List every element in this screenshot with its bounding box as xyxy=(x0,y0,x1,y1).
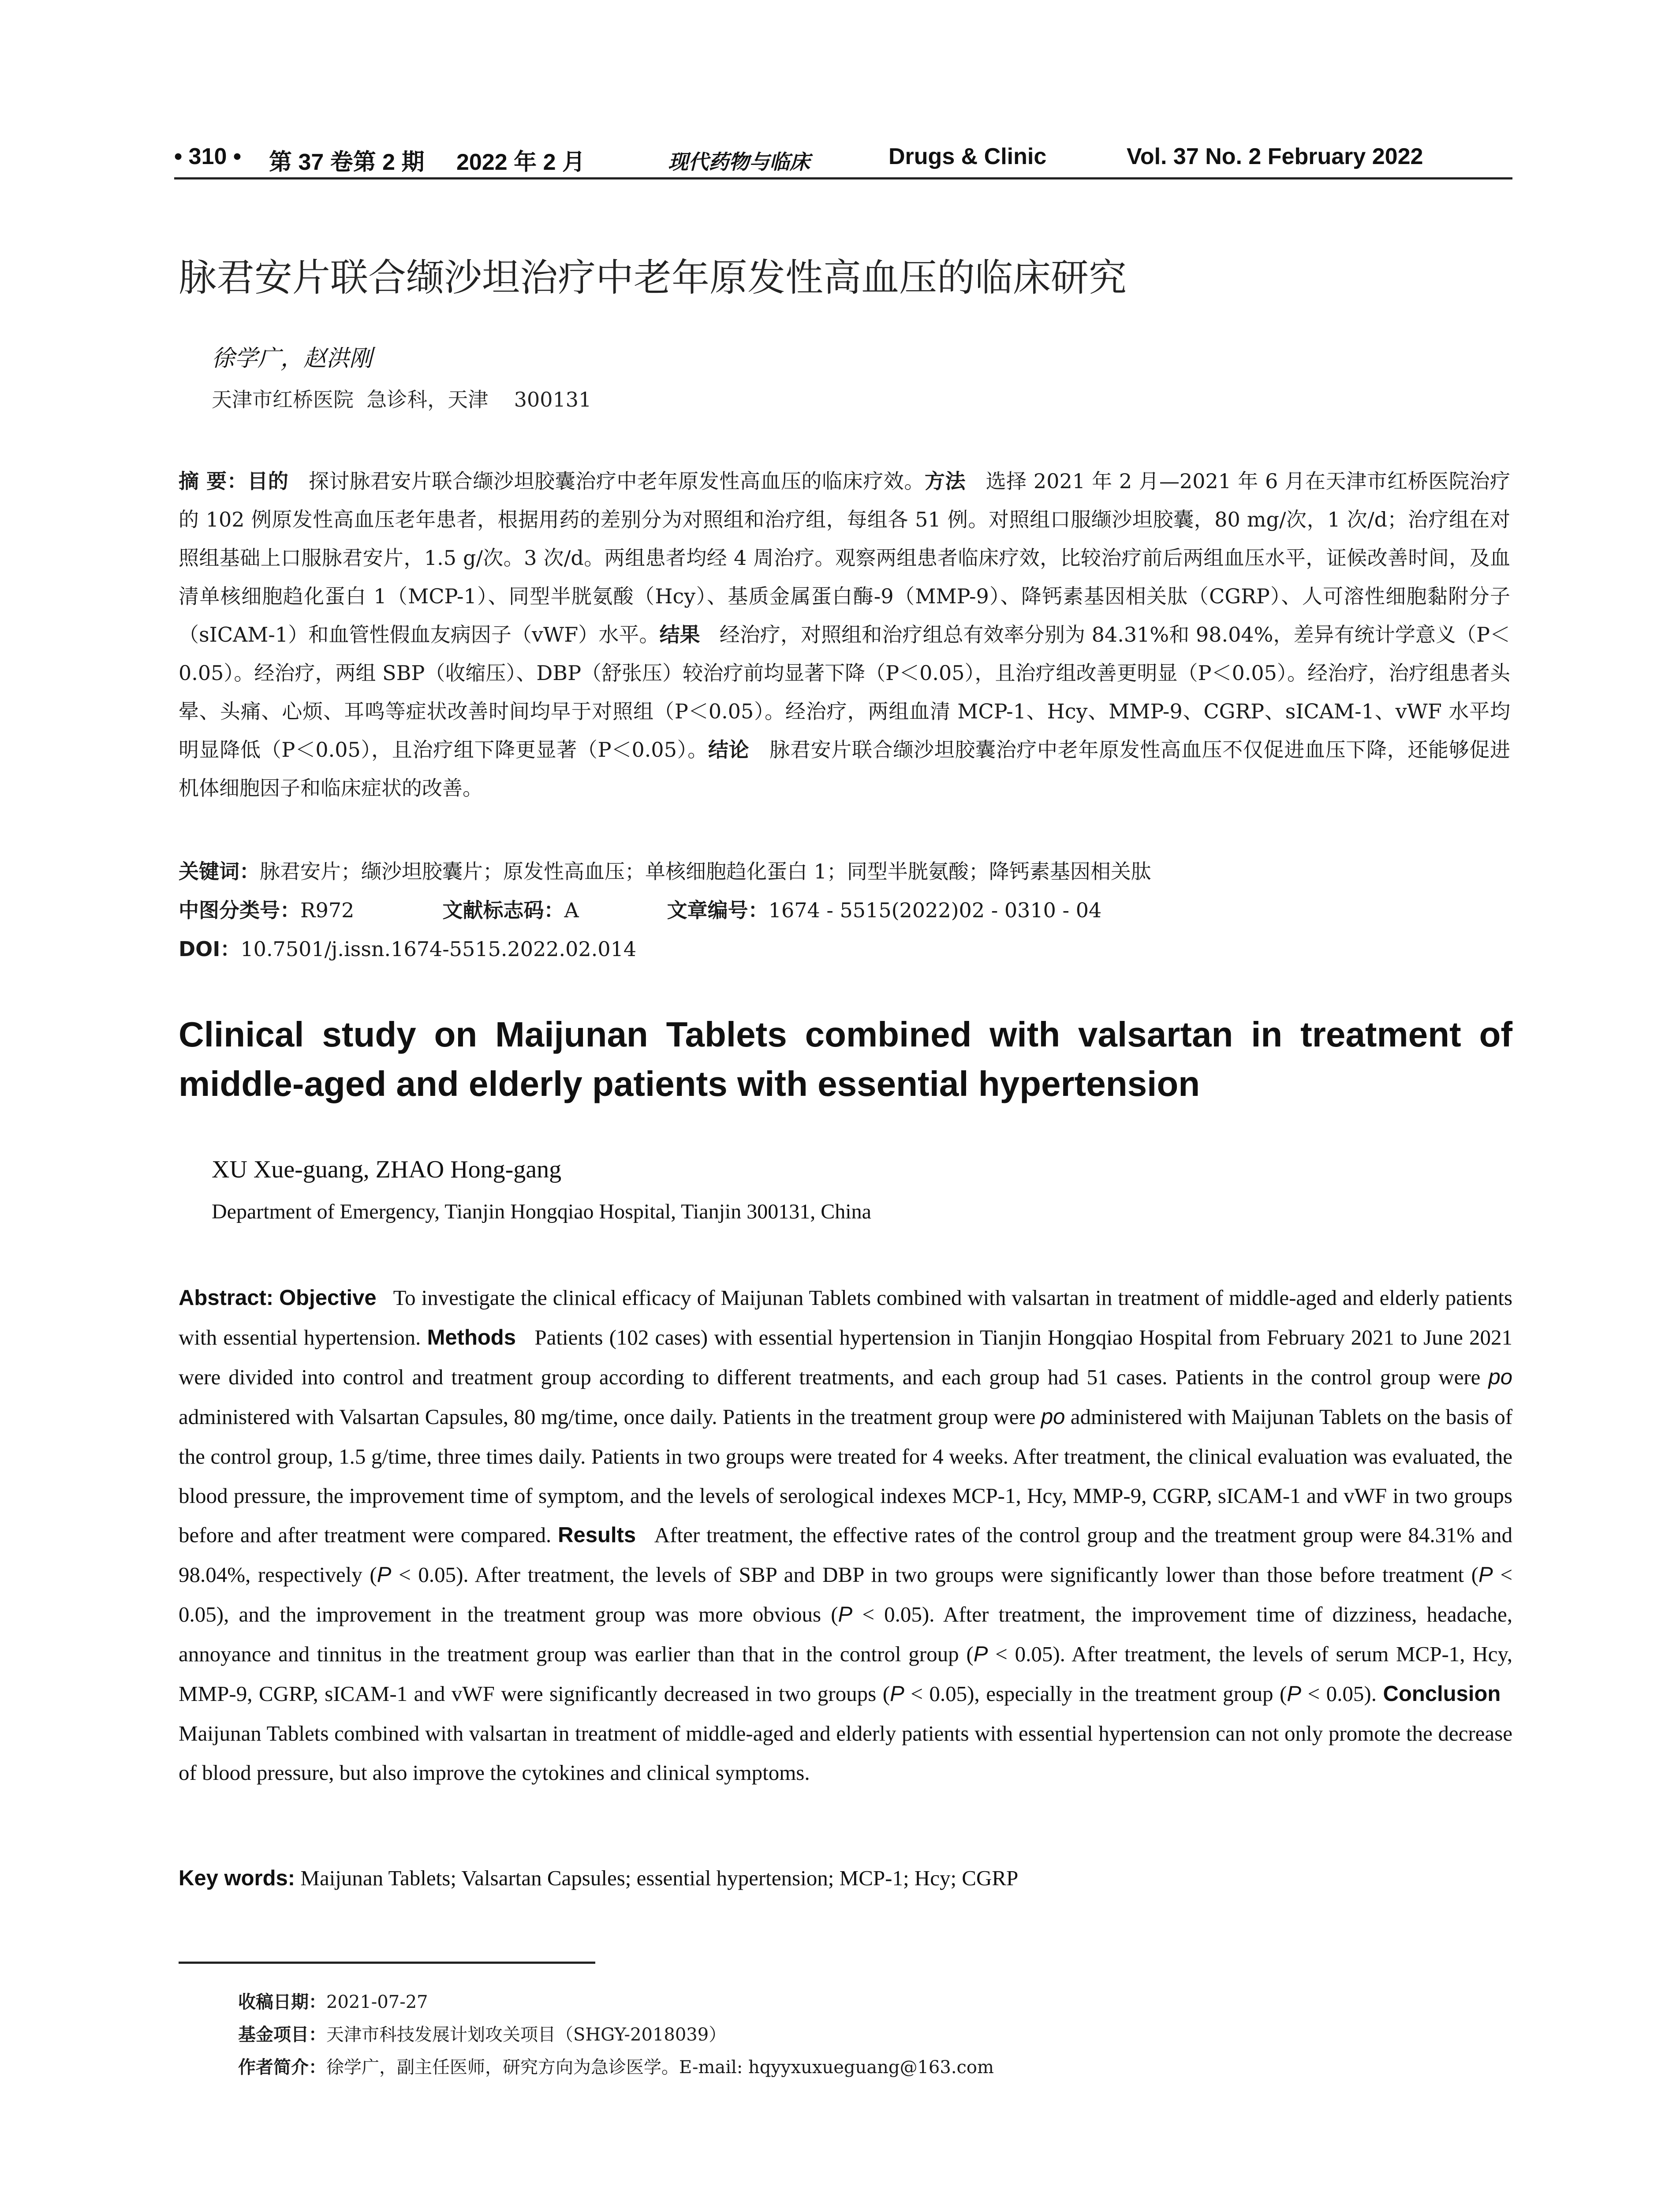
clc-value: R972 xyxy=(300,898,355,922)
page-number: • 310 • xyxy=(174,144,242,169)
p-4: P xyxy=(973,1642,988,1666)
keywords-cn-text: 脉君安片；缬沙坦胶囊片；原发性高血压；单核细胞趋化蛋白 1；同型半胱氨酸；降钙素基因相关肽 xyxy=(260,860,1151,883)
doc-code-label: 文献标志码： xyxy=(442,898,564,922)
doi-value: 10.7501/j.issn.1674-5515.2022.02.014 xyxy=(240,937,637,961)
objective-cn: 探讨脉君安片联合缬沙坦胶囊治疗中老年原发性高血压的临床疗效。 xyxy=(308,469,925,493)
p-val-6: < 0.05). xyxy=(1301,1682,1383,1706)
methods-cn: 选择 2021 年 2 月—2021 年 6 月在天津市红桥医院治疗的 102 例原发性高血压老年患者，根据用药的差别分为对照组和治疗组，每组各 51 例。对照组口服缬沙坦胶囊，80 mg/次，1 次/d；治疗组在对照组基础上口服脉君安片，1.5 g/次。3 次/d。两组患者均经 4 周治疗。观察两组患者临床疗效，比较治疗前后两组血压水平，证候改善时间，及血清单核细胞趋化蛋白 1（MCP-1）、同型半胱氨酸（Hcy）、基质金属蛋白酶-9（MMP-9）、降钙素基因相关肽（CGRP）、人可溶性细胞黏附分子（sICAM-1）和血管性假血友病因子（vWF）水平。 xyxy=(179,469,1511,647)
article-no-value: 1674 - 5515(2022)02 - 0310 - 04 xyxy=(768,898,1102,922)
footnote-rule xyxy=(179,1962,595,1964)
conclusion-cn: 脉君安片联合缬沙坦胶囊治疗中老年原发性高血压不仅促进血压下降，还能够促进机体细胞因子和临床症状的改善。 xyxy=(179,738,1511,800)
issue-en: Vol. 37 No. 2 February 2022 xyxy=(1127,144,1423,169)
author-bio-label: 作者简介： xyxy=(238,2057,326,2078)
abstract-cn-label: 摘 要： xyxy=(179,469,248,493)
abstract-en-label: Abstract: xyxy=(179,1286,274,1310)
p-3: P xyxy=(838,1603,853,1626)
running-header xyxy=(174,143,1512,179)
objective-en: To investigate the clinical efficacy of Maijunan Tablets combined with valsartan in treatment of middle-aged and elderly patients with essential hypertension. xyxy=(179,1286,1512,1349)
article-no-label: 文章编号： xyxy=(667,898,769,922)
po-1: po xyxy=(1488,1365,1512,1389)
methods-cn-label: 方法 xyxy=(924,469,966,493)
conclusion-en: Maijunan Tablets combined with valsartan in treatment of middle-aged and elderly patients with essential hypertension can not only promote the decrease of blood pressure, but also improve the cytokines and clinical symptoms. xyxy=(179,1721,1512,1785)
header-rule xyxy=(174,177,1512,179)
classification-line xyxy=(179,894,1510,923)
abstract-cn xyxy=(179,462,1510,807)
methods-en-2: administered with Valsartan Capsules, 80 mg/time, once daily. Patients in the treatment group were xyxy=(179,1405,1036,1429)
issue-cn: 第 37 卷第 2 期 xyxy=(269,149,425,175)
results-en-2: After treatment, the levels of SBP and DBP in two groups were significantly lower than those before treatment ( xyxy=(474,1562,1478,1587)
p-val-4: < 0.05). xyxy=(988,1642,1071,1666)
results-cn: 经治疗，对照组和治疗组总有效率分别为 84.31%和 98.04%，差异有统计学意义（P＜0.05）。经治疗，两组 SBP（收缩压）、DBP（舒张压）较治疗前均显著下降（P＜0.05），且治疗组改善更明显（P＜0.05）。经治疗，治疗组患者头晕、头痛、心烦、耳鸣等症状改善时间均早于对照组（P＜0.05）。经治疗，两组血清 MCP-1、Hcy、MMP-9、CGRP、sICAM-1、vWF 水平均明显降低（P＜0.05），且治疗组下降更显著（P＜0.05）。 xyxy=(179,623,1511,762)
footnote-author xyxy=(238,2053,1473,2078)
title-cn: 脉君安片联合缬沙坦治疗中老年原发性高血压的临床研究 xyxy=(179,256,1127,300)
author-bio: 徐学广，副主任医师，研究方向为急诊医学。E-mail: hqyyxuxueguang@163.com xyxy=(326,2057,994,2078)
results-cn-label: 结果 xyxy=(659,623,700,647)
results-en-6: especially in the treatment group ( xyxy=(986,1682,1287,1706)
received-label: 收稿日期： xyxy=(238,1992,326,2012)
footnote-fund xyxy=(238,2021,1473,2046)
affiliation-cn: 天津市红桥医院 急诊科，天津 300131 xyxy=(212,388,592,411)
keywords-cn-label: 关键词： xyxy=(179,860,260,883)
title-en: Clinical study on Maijunan Tablets combined with valsartan in treatment of middle-aged and elderly patients with essential hypertension xyxy=(179,1015,1512,1103)
results-en-4: After treatment, the improvement time of dizziness, headache, annoyance and tinnitus in the treatment group was earlier than that in the control group ( xyxy=(179,1602,1513,1666)
po-2: po xyxy=(1041,1405,1065,1429)
fund-label: 基金项目： xyxy=(238,2025,326,2045)
conclusion-cn-label: 结论 xyxy=(708,738,750,762)
p-6: P xyxy=(1287,1682,1301,1706)
results-en-label: Results xyxy=(558,1523,636,1547)
doc-code-value: A xyxy=(564,898,579,922)
keywords-cn xyxy=(179,856,1510,885)
clc-label: 中图分类号： xyxy=(179,898,300,922)
journal-name-en: Drugs & Clinic xyxy=(889,144,1047,169)
p-5: P xyxy=(890,1682,904,1706)
footnote-received xyxy=(238,1988,1473,2013)
methods-en-1: Patients (102 cases) with essential hypertension in Tianjin Hongqiao Hospital from February 2021 to June 2021 were divided into control and treatment group according to different treatments, and each group had 51 cases. Patients in the control group were xyxy=(179,1325,1513,1389)
results-en-1: After treatment, the effective rates of the control group and the treatment group were 84.31% and 98.04%, respectively ( xyxy=(179,1523,1513,1587)
keywords-en-text: Maijunan Tablets; Valsartan Capsules; essential hypertension; MCP-1; Hcy; CGRP xyxy=(300,1866,1019,1890)
p-val-1: < 0.05). xyxy=(391,1562,475,1587)
objective-en-label: Objective xyxy=(279,1286,377,1310)
fund-text: 天津市科技发展计划攻关项目（SHGY-2018039） xyxy=(326,2025,727,2045)
keywords-en xyxy=(179,1865,1512,1891)
authors-cn: 徐学广，赵洪刚 xyxy=(212,345,373,372)
affiliation-en: Department of Emergency, Tianjin Hongqiao Hospital, Tianjin 300131, China xyxy=(212,1200,871,1223)
results-en-5: After treatment, the levels of serum MCP-1, Hcy, MMP-9, CGRP, sICAM-1 and vWF were significantly decreased in two groups ( xyxy=(179,1642,1512,1706)
doi-line xyxy=(179,933,1510,962)
results-en-3: and the improvement in the treatment group was more obvious ( xyxy=(239,1602,838,1626)
keywords-en-label: Key words: xyxy=(179,1866,295,1890)
objective-cn-label: 目的 xyxy=(247,469,289,493)
doi-label: DOI： xyxy=(179,937,241,961)
methods-en-label: Methods xyxy=(427,1326,516,1349)
conclusion-en-label: Conclusion xyxy=(1383,1682,1501,1706)
journal-name-cn: 现代药物与临床 xyxy=(668,150,810,174)
p-2: P xyxy=(1478,1563,1493,1587)
abstract-en: Abstract: Objective To investigate the clinical efficacy of Maijunan Tablets combined with valsartan in treatment of middle-aged and elderly patients with essential hypertension. Methods Patients (102 cases) with essential hypertension in Tianjin Hongqiao Hospital from February 2021 to June 2021 were divided into control and treatment group according to different treatments, and each group had 51 cases. Patients in the control group were po administered with Valsartan Capsules, 80 mg/time, once daily. Patients in the treatment group were po administered with Maijunan Tablets on the basis of the control group, 1.5 g/time, three times daily. Patients in two groups were treated for 4 weeks. After treatment, the clinical evaluation was evaluated, the blood pressure, the improvement time of symptom, and the levels of serological indexes MCP-1, Hcy, MMP-9, CGRP, sICAM-1 and vWF in two groups before and after treatment were compared. Results After treatment, the effective rates of the control group and the treatment group were 84.31% and 98.04%, respectively (P < 0.05). After treatment, the levels of SBP and DBP in two groups were significantly lower than those before treatment (P < 0.05), and the improvement in the treatment group was more obvious (P < 0.05). After treatment, the improvement time of dizziness, headache, annoyance and tinnitus in the treatment group was earlier than that in the control group (P < 0.05). After treatment, the levels of serum MCP-1, Hcy, MMP-9, CGRP, sICAM-1 and vWF were significantly decreased in two groups (P < 0.05), especially in the treatment group (P < 0.05). Conclusion Maijunan Tablets combined with valsartan in treatment of middle-aged and elderly patients with essential hypertension can not only promote the decrease of blood pressure, but also improve the cytokines and clinical symptoms. xyxy=(179,1286,1513,1785)
methods-en-3: administered with Maijunan Tablets on the basis of the control group, 1.5 g/time, three times daily. Patients in two groups were treated for 4 weeks. After treatment, the clinical evaluation was evaluated, the blood pressure, the improvement time of symptom, and the levels of serological indexes MCP-1, Hcy, MMP-9, CGRP, sICAM-1 and vWF in two groups before and after treatment were compared. xyxy=(179,1405,1513,1547)
p-val-3: < 0.05). xyxy=(852,1602,943,1626)
p-1: P xyxy=(377,1563,392,1587)
date-cn: 2022 年 2 月 xyxy=(456,149,585,175)
authors-en: XU Xue-guang, ZHAO Hong-gang xyxy=(212,1156,562,1183)
received-date: 2021-07-27 xyxy=(326,1992,428,2012)
